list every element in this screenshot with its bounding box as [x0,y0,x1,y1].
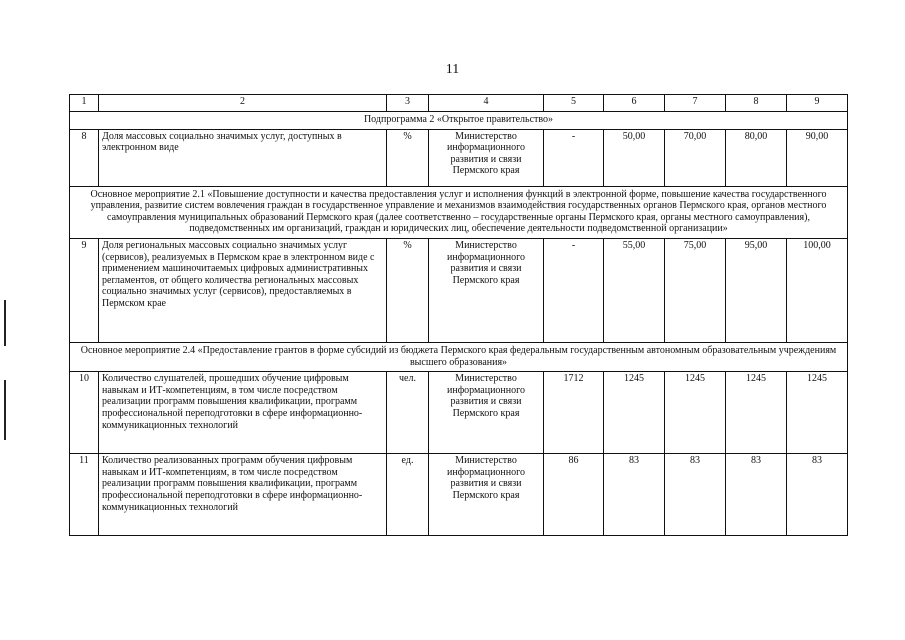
column-number: 5 [544,95,604,112]
indicator-name: Количество слушателей, прошедших обучение цифровым навыкам и ИТ-компетенциям, в том числе посредством реализации программ повышения квалификации, программ профессиональной переподготовки в сфере информационно-коммуникационных технологий [99,372,387,454]
value-col-9: 83 [787,454,848,536]
page-number: 11 [445,62,460,77]
subprogram-row [70,112,848,130]
responsible-org: Министерство информационного развития и связи Пермского края [429,372,544,454]
activity-2-1-title: Основное мероприятие 2.1 «Повышение доступности и качества предоставления услуг и исполнения функций в электронной форме, повышение качества государственного управления, развитие систем вовлечения граждан в государственное управление и механизмов взаимодействия государственных органов Пермского края, органов местного самоуправления муниципальных образований Пермского края (далее соответственно – государственные органы Пермского края, органы местного самоуправления), подведомственных им организаций, граждан и юридических лиц, обеспечение деятельности подведомственной организации» [70,186,848,238]
activity-2-4-title: Основное мероприятие 2.4 «Предоставление грантов в форме субсидий из бюджета Пермского края федеральным государственным автономным образовательным учреждениям высшего образования» [70,342,848,371]
value-col-6: 50,00 [604,129,665,186]
indicator-name: Доля массовых социально значимых услуг, доступных в электронном виде [99,129,387,186]
table-row [70,238,848,342]
value-col-7: 75,00 [665,238,726,342]
column-number: 6 [604,95,665,112]
indicators-table [69,94,848,536]
responsible-org: Министерство информационного развития и связи Пермского края [429,454,544,536]
indicator-unit: % [387,129,429,186]
responsible-org: Министерство информационного развития и связи Пермского края [429,129,544,186]
value-col-8: 80,00 [726,129,787,186]
value-col-5: 86 [544,454,604,536]
indicator-unit: % [387,238,429,342]
value-col-7: 1245 [665,372,726,454]
column-number: 2 [99,95,387,112]
table-row [70,454,848,536]
value-col-6: 83 [604,454,665,536]
activity-row [70,186,848,238]
row-number: 10 [70,372,99,454]
value-col-7: 70,00 [665,129,726,186]
row-number: 9 [70,238,99,342]
table-row [70,372,848,454]
responsible-org: Министерство информационного развития и связи Пермского края [429,238,544,342]
column-number: 7 [665,95,726,112]
column-number-row [70,95,848,112]
value-col-5: 1712 [544,372,604,454]
row-number: 11 [70,454,99,536]
indicator-name: Количество реализованных программ обучения цифровым навыкам и ИТ-компетенциям, в том числе посредством реализации программ повышения квалификации, программ профессиональной переподготовки в сфере информационно-коммуникационных технологий [99,454,387,536]
indicator-name: Доля региональных массовых социально значимых услуг (сервисов), реализуемых в Пермском крае в электронном виде с применением машиночитаемых цифровых административных регламентов, от общего количества региональных массовых социально значимых услуг (сервисов), предоставляемых в Пермском крае [99,238,387,342]
value-col-6: 55,00 [604,238,665,342]
column-number: 9 [787,95,848,112]
value-col-7: 83 [665,454,726,536]
column-number: 1 [70,95,99,112]
subprogram-title: Подпрограмма 2 «Открытое правительство» [70,112,848,130]
value-col-9: 100,00 [787,238,848,342]
scan-edge-mark [4,300,6,346]
value-col-8: 83 [726,454,787,536]
indicator-unit: ед. [387,454,429,536]
activity-row [70,342,848,371]
value-col-8: 95,00 [726,238,787,342]
scan-edge-mark [4,380,6,440]
column-number: 8 [726,95,787,112]
value-col-9: 90,00 [787,129,848,186]
value-col-5: - [544,238,604,342]
value-col-6: 1245 [604,372,665,454]
value-col-8: 1245 [726,372,787,454]
table-row [70,129,848,186]
row-number: 8 [70,129,99,186]
value-col-5: - [544,129,604,186]
column-number: 4 [429,95,544,112]
column-number: 3 [387,95,429,112]
value-col-9: 1245 [787,372,848,454]
indicator-unit: чел. [387,372,429,454]
